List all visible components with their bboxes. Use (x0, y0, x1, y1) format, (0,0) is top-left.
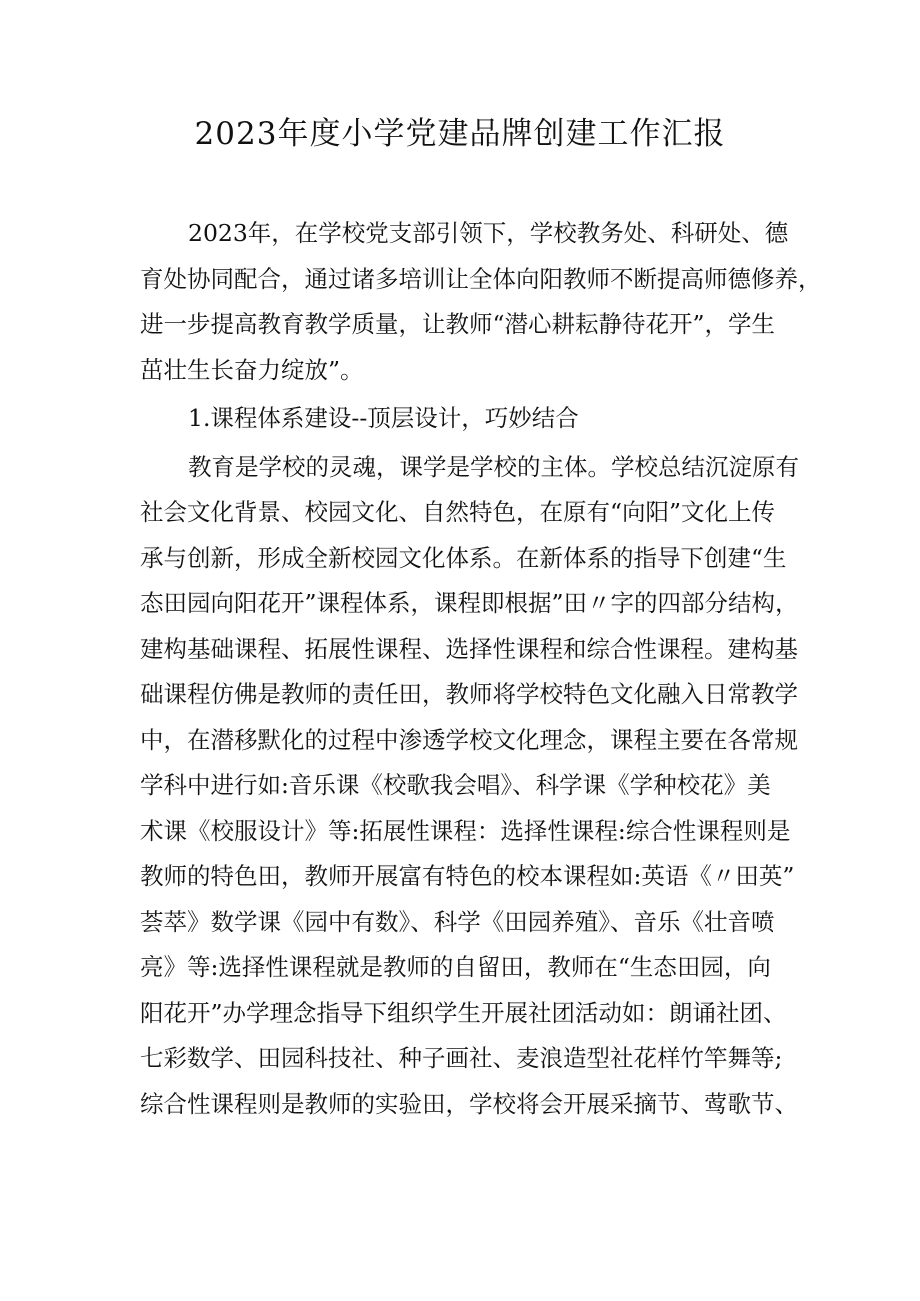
paragraph-line: 七彩数学、田园科技社、种子画社、麦浪造型社花样竹竿舞等; (140, 1044, 783, 1072)
document-body (140, 211, 822, 1127)
paragraph-line: 础课程仿佛是教师的责任田，教师将学校特色文化融入日常教学 (140, 680, 798, 708)
paragraph-line: 茁壮生长奋力绽放”。 (140, 355, 364, 384)
paragraph-line: 社会文化背景、校园文化、自然特色，在原有“向阳”文化上传 (140, 498, 776, 526)
paragraph-line: 2023年，在学校党支部引领下，学校教务处、科研处、德 (188, 219, 789, 247)
paragraph-line: 阳花开”办学理念指导下组织学生开展社团活动如：朗诵社团、 (140, 998, 787, 1027)
section-heading: 1.课程体系建设--顶层设计，巧妙结合 (188, 404, 579, 432)
paragraph-line: 荟萃》数学课《园中有数》、科学《田园养殖》、音乐《壮音喷 (140, 907, 775, 936)
paragraph-line: 学科中进行如:音乐课《校歌我会唱》、科学课《学种校花》美 (140, 771, 771, 799)
paragraph-line: 教师的特色田，教师开展富有特色的校本课程如:英语《〃田英” (140, 862, 795, 890)
paragraph-line: 中，在潜移默化的过程中渗透学校文化理念，课程主要在各常规 (140, 725, 798, 754)
paragraph-line: 亮》等:选择性课程就是教师的自留田，教师在“生态田园，向 (140, 953, 771, 981)
paragraph-line: 术课《校服设计》等:拓展性课程：选择性课程:综合性课程则是 (140, 816, 791, 845)
paragraph-line: 育处协同配合，通过诸多培训让全体向阳教师不断提高师德修养， (140, 264, 822, 293)
paragraph-line: 综合性课程则是教师的实验田，学校将会开展采摘节、莺歌节、 (140, 1089, 798, 1118)
document-title: 2023年度小学党建品牌创建工作汇报 (194, 116, 726, 152)
paragraph-line: 态田园向阳花开”课程体系，课程即根据”田〃字的四部分结构， (140, 589, 799, 617)
paragraph-line: 进一步提高教育教学质量，让教师“潜心耕耘静待花开”，学生 (140, 310, 776, 338)
paragraph-line: 教育是学校的灵魂，课学是学校的主体。学校总结沉淀原有 (188, 452, 799, 481)
paragraph-line: 建构基础课程、拓展性课程、选择性课程和综合性课程。建构基 (140, 634, 798, 663)
paragraph-line: 承与创新，形成全新校园文化体系。在新体系的指导下创建“生 (140, 543, 787, 572)
